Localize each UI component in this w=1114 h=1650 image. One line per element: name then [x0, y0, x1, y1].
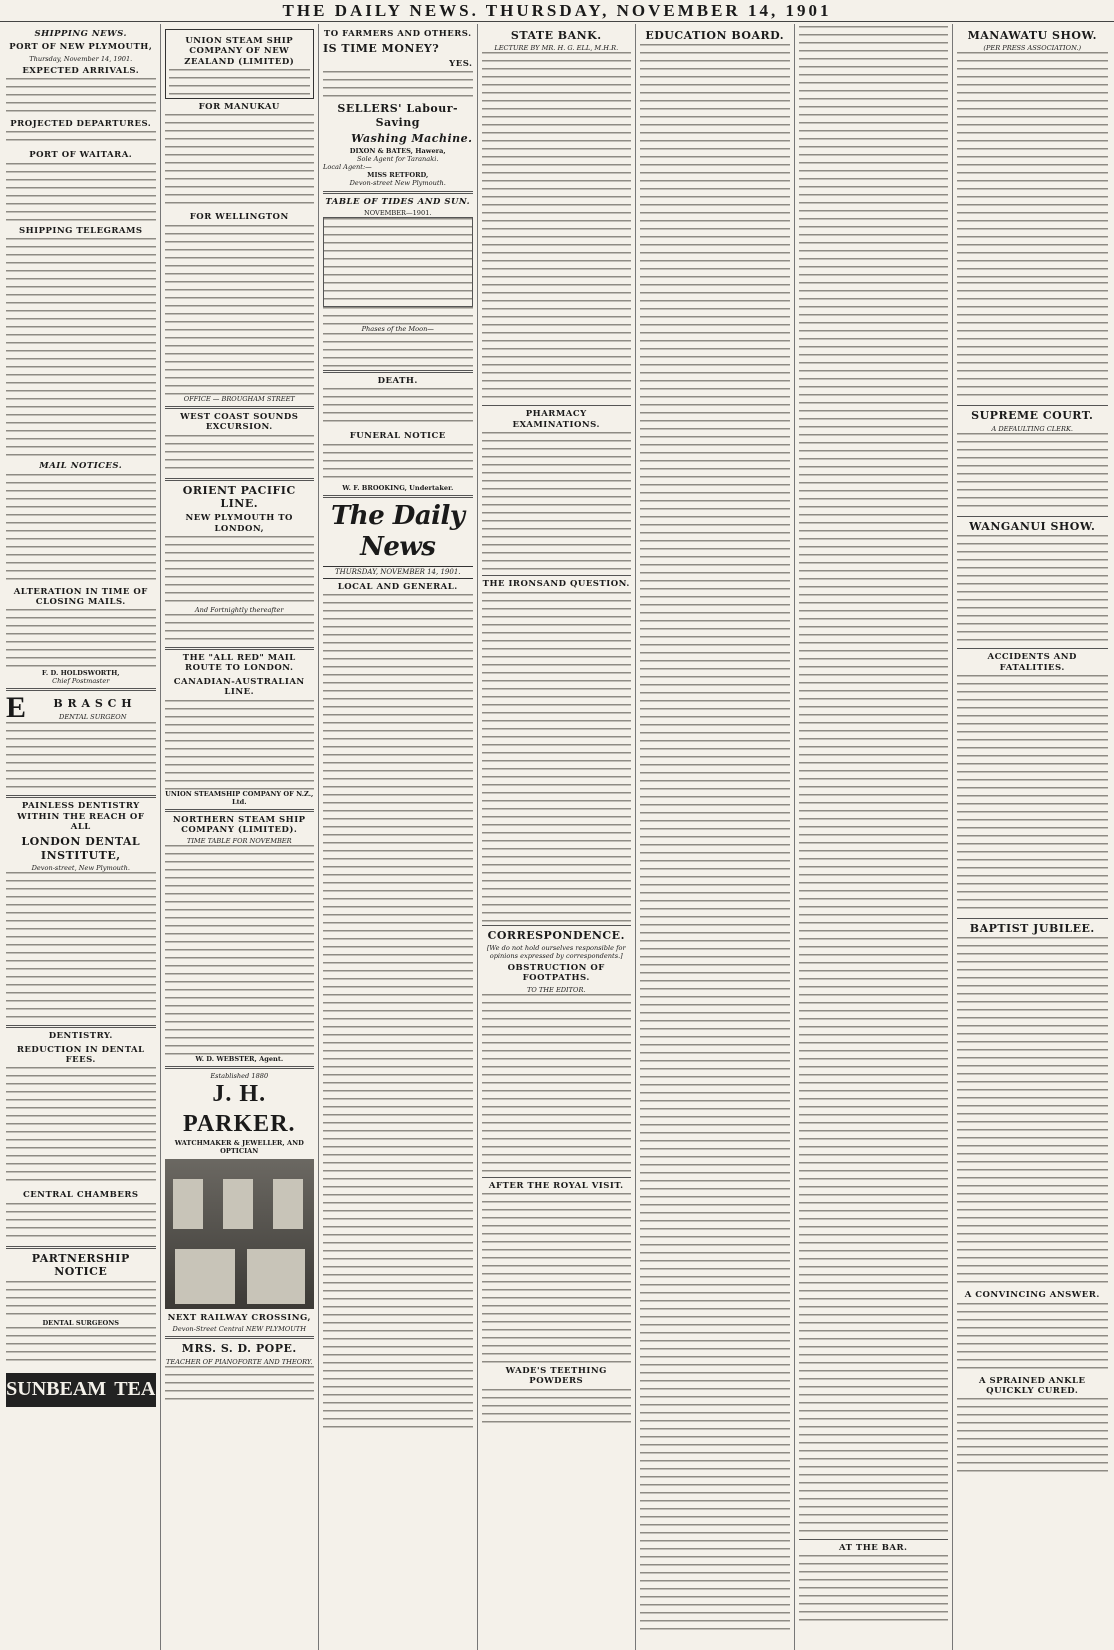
orient-table [165, 536, 315, 606]
partnership-text-2 [6, 1327, 156, 1367]
canadian-text [165, 700, 315, 790]
manawatu-later-text [957, 282, 1108, 402]
footpaths-text [482, 994, 632, 1174]
established-line: Established 1880 [210, 1072, 269, 1081]
state-bank-text [482, 52, 632, 402]
pope-name: MRS. S. D. POPE. [181, 1342, 297, 1356]
west-coast-heading: WEST COAST SOUNDS EXCURSION. [180, 411, 299, 433]
baptist-heading: BAPTIST JUBILEE. [969, 922, 1095, 935]
all-red-heading: THE "ALL RED" MAIL ROUTE TO LONDON. [182, 653, 296, 674]
shipping-news-heading: SHIPPING NEWS. [34, 29, 127, 39]
brasch-fees [6, 722, 156, 792]
telegrams-text [6, 238, 156, 458]
washing-machine-heading: Washing Machine. [351, 131, 473, 145]
northern-ss-heading: NORTHERN STEAM SHIP COMPANY (LIMITED). [172, 814, 306, 835]
sprained-text [957, 1398, 1108, 1478]
webster-agent: W. D. WEBSTER, Agent. [195, 1055, 284, 1064]
parker-location: NEXT RAILWAY CROSSING, [167, 1313, 311, 1324]
orient-agents [165, 614, 315, 644]
postmaster-name: F. D. HOLDSWORTH, [41, 669, 120, 678]
manukau-text [165, 114, 315, 209]
masthead [0, 0, 1114, 22]
column-4 [478, 24, 637, 1650]
parker-sub: WATCHMAKER & JEWELLER, AND OPTICIAN [174, 1138, 304, 1155]
sunbeam-brand: SUNBEAM [6, 1378, 107, 1401]
death-text [323, 388, 473, 428]
painless-heading: PAINLESS DENTISTRY WITHIN THE REACH OF ALL [17, 801, 145, 833]
moon-phases-heading: Phases of the Moon— [361, 324, 434, 333]
london-dental-sub: Devon-street, New Plymouth. [31, 864, 130, 873]
mail-notices-heading: MAIL NOTICES. [39, 461, 123, 472]
partnership-sub: DENTAL SURGEONS [42, 1318, 120, 1327]
wanganui-heading: WANGANUI SHOW. [969, 519, 1096, 533]
waitara-text [6, 163, 156, 223]
west-coast-text [165, 435, 315, 475]
tides-heading: TABLE OF TIDES AND SUN. [325, 196, 471, 207]
alteration-text [6, 609, 156, 669]
parker-storefront-image [165, 1159, 315, 1309]
reduction-heading: REDUCTION IN DENTAL FEES. [16, 1044, 145, 1065]
convincing-heading: A CONVINCING ANSWER. [964, 1290, 1100, 1301]
expected-arrivals-heading: EXPECTED ARRIVALS. [22, 65, 140, 76]
wades-text [482, 1389, 632, 1429]
column-2 [161, 24, 320, 1650]
tide-note [323, 307, 473, 325]
time-table-heading: TIME TABLE FOR NOVEMBER [186, 837, 292, 846]
london-dental-heading: LONDON DENTAL INSTITUTE, [21, 835, 141, 862]
misc-text [957, 1177, 1108, 1287]
time-money-heading: IS TIME MONEY? [323, 42, 440, 56]
education-board-heading: EDUCATION BOARD. [645, 29, 785, 42]
northern-text [165, 845, 315, 1055]
alteration-heading: ALTERATION IN TIME OF CLOSING MAILS. [13, 586, 148, 607]
baptist-text [957, 937, 1108, 1177]
funeral-text [323, 444, 473, 484]
death-heading: DEATH. [377, 375, 418, 386]
farmers-heading: TO FARMERS AND OTHERS. [323, 29, 472, 39]
paper-dateline: THURSDAY, NOVEMBER 14, 1901. [323, 566, 473, 579]
sellers-heading: SELLERS' Labour-Saving [337, 102, 459, 129]
state-bank-heading: STATE BANK. [510, 29, 602, 42]
state-bank-sub: LECTURE BY MR. H. G. ELL, M.H.R. [494, 44, 619, 53]
manawatu-text [957, 52, 1108, 282]
education-continued-text [799, 26, 949, 1536]
pharmacy-heading: PHARMACY EXAMINATIONS. [512, 409, 600, 430]
accidents-heading: ACCIDENTS AND FATALITIES. [987, 652, 1077, 673]
local-general-text [323, 594, 473, 1434]
brasch-sub: DENTAL SURGEON [59, 712, 127, 721]
partnership-heading: PARTNERSHIP NOTICE [31, 1251, 130, 1279]
funeral-heading: FUNERAL NOTICE [349, 431, 446, 442]
brasch-initial: E [6, 694, 27, 723]
pope-sub: TEACHER OF PIANOFORTE AND THEORY. [166, 1357, 313, 1366]
moon-phases [323, 333, 473, 367]
partnership-text [6, 1281, 156, 1319]
royal-visit-text [482, 1193, 632, 1363]
yes-line: YES. [449, 58, 473, 69]
undertaker-name: W. F. BROOKING, Undertaker. [342, 483, 454, 492]
canadian-heading: CANADIAN-AUSTRALIAN LINE. [173, 676, 305, 698]
fortnightly-line: And Fortnightly thereafter [194, 606, 284, 615]
port-heading: PORT OF NEW PLYMOUTH, [9, 42, 153, 53]
departures-text [6, 131, 156, 147]
union-ss-sig: UNION STEAMSHIP COMPANY OF N.Z., Ltd. [165, 789, 314, 806]
union-ss-ad [165, 29, 315, 99]
mail-notices-text [6, 474, 156, 584]
for-wellington-heading: FOR WELLINGTON [189, 212, 289, 223]
parker-name: J. H. PARKER. [182, 1081, 296, 1137]
reduction-text [6, 1067, 156, 1187]
dixon-sub: Sole Agent for Taranaki. [357, 155, 439, 164]
columns [2, 24, 1112, 1650]
manawatu-sub: (PER PRESS ASSOCIATION.) [983, 44, 1082, 53]
manawatu-heading: MANAWATU SHOW. [967, 29, 1097, 42]
shipping-telegrams-heading: SHIPPING TELEGRAMS [18, 225, 143, 236]
supreme-court-text [957, 433, 1108, 513]
paper-title: The Daily News [330, 500, 465, 563]
farmers-text [323, 71, 473, 99]
correspondence-heading: CORRESPONDENCE. [487, 928, 625, 942]
wellington-text [165, 225, 315, 395]
column-3 [319, 24, 478, 1650]
retford-loc: Devon-street New Plymouth. [349, 179, 446, 188]
supreme-court-heading: SUPREME COURT. [971, 409, 1094, 423]
brasch-ad [6, 694, 156, 722]
central-text [6, 1203, 156, 1243]
wanganui-text [957, 535, 1108, 645]
footpaths-heading: OBSTRUCTION OF FOOTPATHS. [507, 962, 605, 984]
postmaster-title: Chief Postmaster [52, 677, 110, 686]
arrivals-text [6, 78, 156, 116]
port-waitara-heading: PORT OF WAITARA. [29, 150, 133, 161]
supreme-court-sub: A DEFAULTING CLERK. [991, 424, 1073, 433]
sunbeam-tea-ad [6, 1373, 156, 1407]
tide-table [323, 217, 473, 307]
dixon-bates: DIXON & BATES, Hawera, [349, 147, 446, 156]
column-5 [636, 24, 795, 1650]
retford-name: MISS RETFORD, [367, 171, 429, 180]
ironsand-heading: THE IRONSAND QUESTION. [482, 579, 630, 590]
column-7 [953, 24, 1112, 1650]
at-the-bar-heading: AT THE BAR. [838, 1543, 908, 1553]
wades-heading: WADE'S TEETHING POWDERS [505, 1366, 607, 1387]
convincing-text [957, 1303, 1108, 1373]
np-london-heading: NEW PLYMOUTH TO LONDON, [185, 513, 293, 534]
tides-sub: NOVEMBER—1901. [364, 208, 432, 217]
london-dental-text [6, 872, 156, 1022]
brasch-name: B R A S C H [53, 697, 133, 711]
union-ss-heading: UNION STEAM SHIP COMPANY OF NEW ZEALAND (LIMITED) [184, 36, 295, 67]
correspondence-sub: [We do not hold ourselves responsible for opinions expressed by correspondents.] [486, 943, 626, 960]
local-general-heading: LOCAL AND GENERAL. [337, 581, 458, 592]
ironsand-text [482, 592, 632, 922]
footpaths-sub: TO THE EDITOR. [526, 985, 586, 994]
for-manukau-heading: FOR MANUKAU [198, 102, 280, 113]
dentistry-heading: DENTISTRY. [48, 1031, 113, 1042]
royal-visit-heading: AFTER THE ROYAL VISIT. [488, 1180, 624, 1191]
projected-departures-heading: PROJECTED DEPARTURES. [10, 119, 152, 130]
education-board-text [640, 44, 790, 1634]
office-line: OFFICE — BROUGHAM STREET [183, 394, 295, 403]
pharmacy-text [482, 432, 632, 572]
sprained-heading: A SPRAINED ANKLE QUICKLY CURED. [978, 1375, 1086, 1397]
pope-text [165, 1366, 315, 1406]
parker-location-2: Devon-Street Central NEW PLYMOUTH [172, 1325, 306, 1334]
sunbeam-tea: TEA [114, 1378, 156, 1401]
accidents-text [957, 675, 1108, 915]
local-agent: Local Agent:— [323, 163, 372, 172]
central-chambers: CENTRAL CHAMBERS [22, 1190, 139, 1201]
masthead-title: THE DAILY NEWS. THURSDAY, NOVEMBER 14, 1901 [282, 0, 832, 20]
union-ss-text [169, 69, 311, 95]
column-6 [795, 24, 954, 1650]
at-the-bar-text [799, 1555, 949, 1625]
column-1 [2, 24, 161, 1650]
port-date: Thursday, November 14, 1901. [29, 54, 133, 63]
orient-pacific-heading: ORIENT PACIFIC LINE. [182, 483, 296, 510]
